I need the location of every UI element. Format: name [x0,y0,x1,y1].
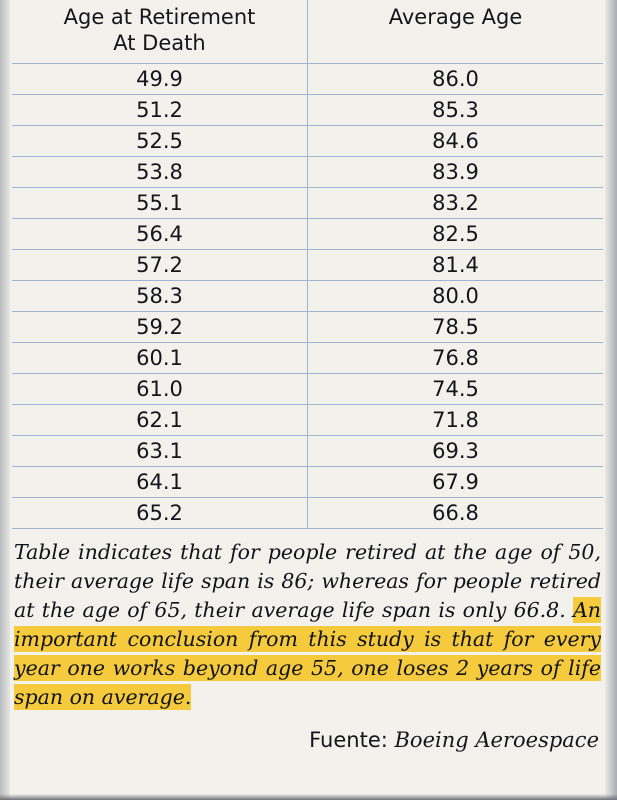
cell-retirement-age: 59.2 [12,311,308,342]
table-header [12,0,603,63]
table-row [12,125,603,156]
table-row [12,404,603,435]
cell-average-age: 82.5 [308,218,604,249]
cell-retirement-age: 52.5 [12,125,308,156]
table-row [12,373,603,404]
table-row [12,156,603,187]
source-label: Fuente: [309,728,388,753]
cell-retirement-age: 51.2 [12,94,308,125]
table-row [12,218,603,249]
cell-retirement-age: 61.0 [12,373,308,404]
cell-retirement-age: 57.2 [12,249,308,280]
table-row [12,94,603,125]
table-row [12,435,603,466]
table-row [12,311,603,342]
cell-retirement-age: 49.9 [12,63,308,94]
table-bottom-rule [12,528,603,529]
table-row [12,466,603,497]
cell-average-age: 84.6 [308,125,604,156]
table-row [12,187,603,218]
cell-average-age: 86.0 [308,63,604,94]
note-highlighted-text: An important conclusion from this study is that for every year one works beyond age 55, one loses 2 years of life span on average. [14,597,601,710]
cell-retirement-age: 60.1 [12,342,308,373]
cell-average-age: 67.9 [308,466,604,497]
cell-average-age: 85.3 [308,94,604,125]
column-header-line-2: At Death [113,31,206,56]
page-bottom-edge [0,794,617,800]
page-left-edge [0,0,10,800]
column-header-retirement-age [12,0,308,63]
cell-retirement-age: 64.1 [12,466,308,497]
cell-retirement-age: 63.1 [12,435,308,466]
page-content [12,0,603,794]
table-body [12,63,603,528]
cell-average-age: 69.3 [308,435,604,466]
source-value: Boeing Aeroespace [394,728,599,753]
cell-retirement-age: 55.1 [12,187,308,218]
cell-average-age: 83.9 [308,156,604,187]
table-row [12,280,603,311]
retirement-age-table [12,0,603,528]
table-row [12,249,603,280]
cell-average-age: 81.4 [308,249,604,280]
cell-average-age: 83.2 [308,187,604,218]
cell-average-age: 80.0 [308,280,604,311]
table-row [12,497,603,528]
cell-retirement-age: 62.1 [12,404,308,435]
cell-average-age: 74.5 [308,373,604,404]
page-right-edge [605,0,617,800]
cell-average-age: 76.8 [308,342,604,373]
table-header-row [12,0,603,63]
source-line [12,728,599,752]
column-header-average-age: Average Age [308,0,604,63]
cell-average-age: 78.5 [308,311,604,342]
table-row [12,342,603,373]
table-note [14,538,601,713]
cell-retirement-age: 53.8 [12,156,308,187]
column-header-line-1: Age at Retirement [63,5,256,29]
cell-average-age: 71.8 [308,404,604,435]
cell-retirement-age: 56.4 [12,218,308,249]
cell-average-age: 66.8 [308,497,604,528]
cell-retirement-age: 58.3 [12,280,308,311]
table-row [12,63,603,94]
cell-retirement-age: 65.2 [12,497,308,528]
note-plain-text: Table indicates that for people retired at the age of 50, their average life span is 86; whereas for people retired at the age of 65, their average life span is only 66.8. [14,539,601,622]
